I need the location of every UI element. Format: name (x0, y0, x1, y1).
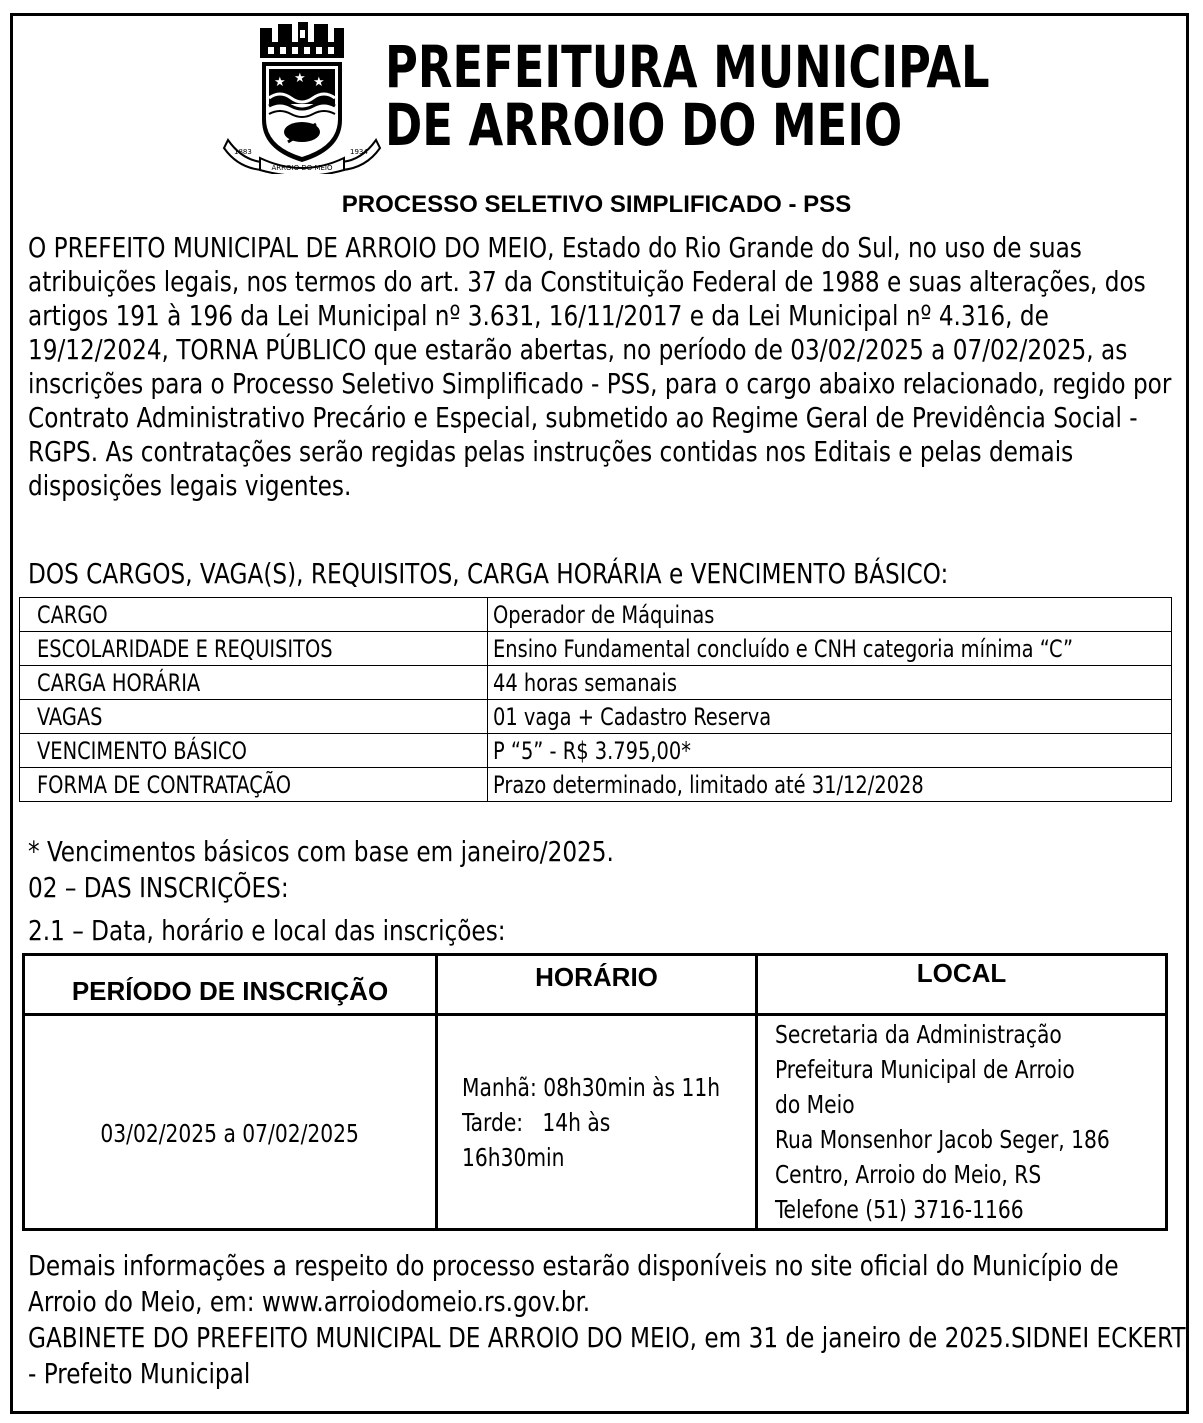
cargo-value: 01 vaga + Cadastro Reserva (493, 702, 772, 731)
municipal-crest-emblem (222, 22, 382, 174)
table-row (20, 666, 1172, 700)
header-local: LOCAL (757, 955, 1167, 1015)
header-horario: HORÁRIO (437, 955, 757, 1015)
horario-cell (437, 1015, 757, 1230)
local-lines (775, 1017, 1110, 1227)
vencimentos-note: * Vencimentos básicos com base em janeiro/2025. (28, 835, 614, 868)
cargos-heading: DOS CARGOS, VAGA(S), REQUISITOS, CARGA HORÁRIA e VENCIMENTO BÁSICO: (28, 557, 949, 590)
cargo-value: 44 horas semanais (493, 668, 677, 697)
table-row (20, 734, 1172, 768)
cargo-value-cell (488, 700, 1172, 734)
cargo-label: VAGAS (37, 702, 103, 731)
organization-title (385, 33, 990, 159)
cargo-label: VENCIMENTO BÁSICO (37, 736, 247, 765)
periodo-value: 03/02/2025 a 07/02/2025 (100, 1119, 360, 1148)
periodo-cell (24, 1015, 437, 1230)
footer-info: Demais informações a respeito do processo estarão disponíveis no site oficial do Município de Arroio do Meio, em: www.arroiodomeio.rs.gov.br. (28, 1249, 1119, 1318)
subsection-2-1-heading: 2.1 – Data, horário e local das inscrições: (28, 914, 506, 947)
cargo-label: ESCOLARIDADE E REQUISITOS (37, 634, 333, 663)
inscricao-table (22, 953, 1168, 1231)
cargo-value: P “5” - R$ 3.795,00* (493, 736, 691, 765)
table-row (20, 632, 1172, 666)
table-row (24, 1015, 1167, 1230)
footer-signature: GABINETE DO PREFEITO MUNICIPAL DE ARROIO DO MEIO, em 31 de janeiro de 2025.SIDNEI ECKERT - Prefeito Municipal (28, 1321, 1186, 1390)
table-header-row (24, 955, 1167, 1015)
horario-line: Manhã: 08h30min às 11h (462, 1072, 721, 1102)
organization-title-line1: PREFEITURA MUNICIPAL (385, 33, 990, 101)
svg-text:★: ★ (294, 71, 306, 86)
table-row (20, 768, 1172, 802)
local-line: Rua Monsenhor Jacob Seger, 186 (775, 1125, 1110, 1154)
header-periodo: PERÍODO DE INSCRIÇÃO (24, 955, 437, 1015)
cargo-value-cell (488, 632, 1172, 666)
horario-line: 16h30min (462, 1142, 565, 1172)
cargo-label-cell (20, 768, 488, 802)
cargo-label: CARGO (37, 600, 108, 629)
cargo-value-cell (488, 598, 1172, 632)
cargo-value-cell (488, 734, 1172, 768)
horario-lines (462, 1070, 720, 1175)
footer (28, 1248, 1187, 1392)
intro-paragraph: O PREFEITO MUNICIPAL DE ARROIO DO MEIO, Estado do Rio Grande do Sul, no uso de suas atribuições legais, nos termos do art. 37 da Constituição Federal de 1988 e suas alterações, dos artigos 191 à 196 da Lei Municipal nº 3.631, 16/11/2017 e da Lei Municipal nº 4.316, de 19/12/2024, TORNA PÚBLICO que estarão abertas, no período de 03/02/2025 a 07/02/2025, as inscrições para o Processo Seletivo Simplificado - PSS, para o cargo abaixo relacionado, regido por Contrato Administrativo Precário e Especial, submetido ao Regime Geral de Previdência Social - RGPS. As contratações serão regidas pelas instruções contidas nos Editais e pelas demais disposições legais vigentes. (28, 231, 1172, 502)
cargo-value: Ensino Fundamental concluído e CNH categoria mínima “C” (493, 634, 1074, 663)
cargo-label-cell (20, 632, 488, 666)
cargo-value-cell (488, 666, 1172, 700)
svg-text:★: ★ (274, 75, 286, 90)
local-line: Secretaria da Administração (775, 1020, 1062, 1049)
horario-line: Tarde: 14h às (462, 1107, 611, 1137)
cargo-label-cell (20, 734, 488, 768)
table-row (20, 700, 1172, 734)
cargo-label: FORMA DE CONTRATAÇÃO (37, 770, 291, 799)
crest-banner-text: ARROIO DO MEIO (271, 164, 333, 172)
crest-year-right: 1934 (350, 148, 368, 156)
cargo-label-cell (20, 598, 488, 632)
local-line: Prefeitura Municipal de Arroio (775, 1055, 1075, 1084)
cargo-value: Prazo determinado, limitado até 31/12/2028 (493, 770, 924, 799)
cargo-value-cell (488, 768, 1172, 802)
crest-year-left: 1883 (234, 148, 252, 156)
organization-title-line2: DE ARROIO DO MEIO (385, 91, 903, 159)
local-cell (757, 1015, 1167, 1230)
cargo-label: CARGA HORÁRIA (37, 668, 201, 697)
notice-subtitle: PROCESSO SELETIVO SIMPLIFICADO - PSS (341, 191, 852, 218)
svg-text:★: ★ (313, 75, 325, 90)
local-line: Telefone (51) 3716-1166 (775, 1195, 1024, 1224)
local-line: Centro, Arroio do Meio, RS (775, 1160, 1042, 1189)
inscricoes-section-heading: 02 – DAS INSCRIÇÕES: (28, 871, 289, 904)
local-line: do Meio (775, 1090, 855, 1119)
table-row (20, 598, 1172, 632)
cargo-label-cell (20, 700, 488, 734)
cargo-value: Operador de Máquinas (493, 600, 715, 629)
cargo-table (19, 597, 1172, 802)
cargo-label-cell (20, 666, 488, 700)
